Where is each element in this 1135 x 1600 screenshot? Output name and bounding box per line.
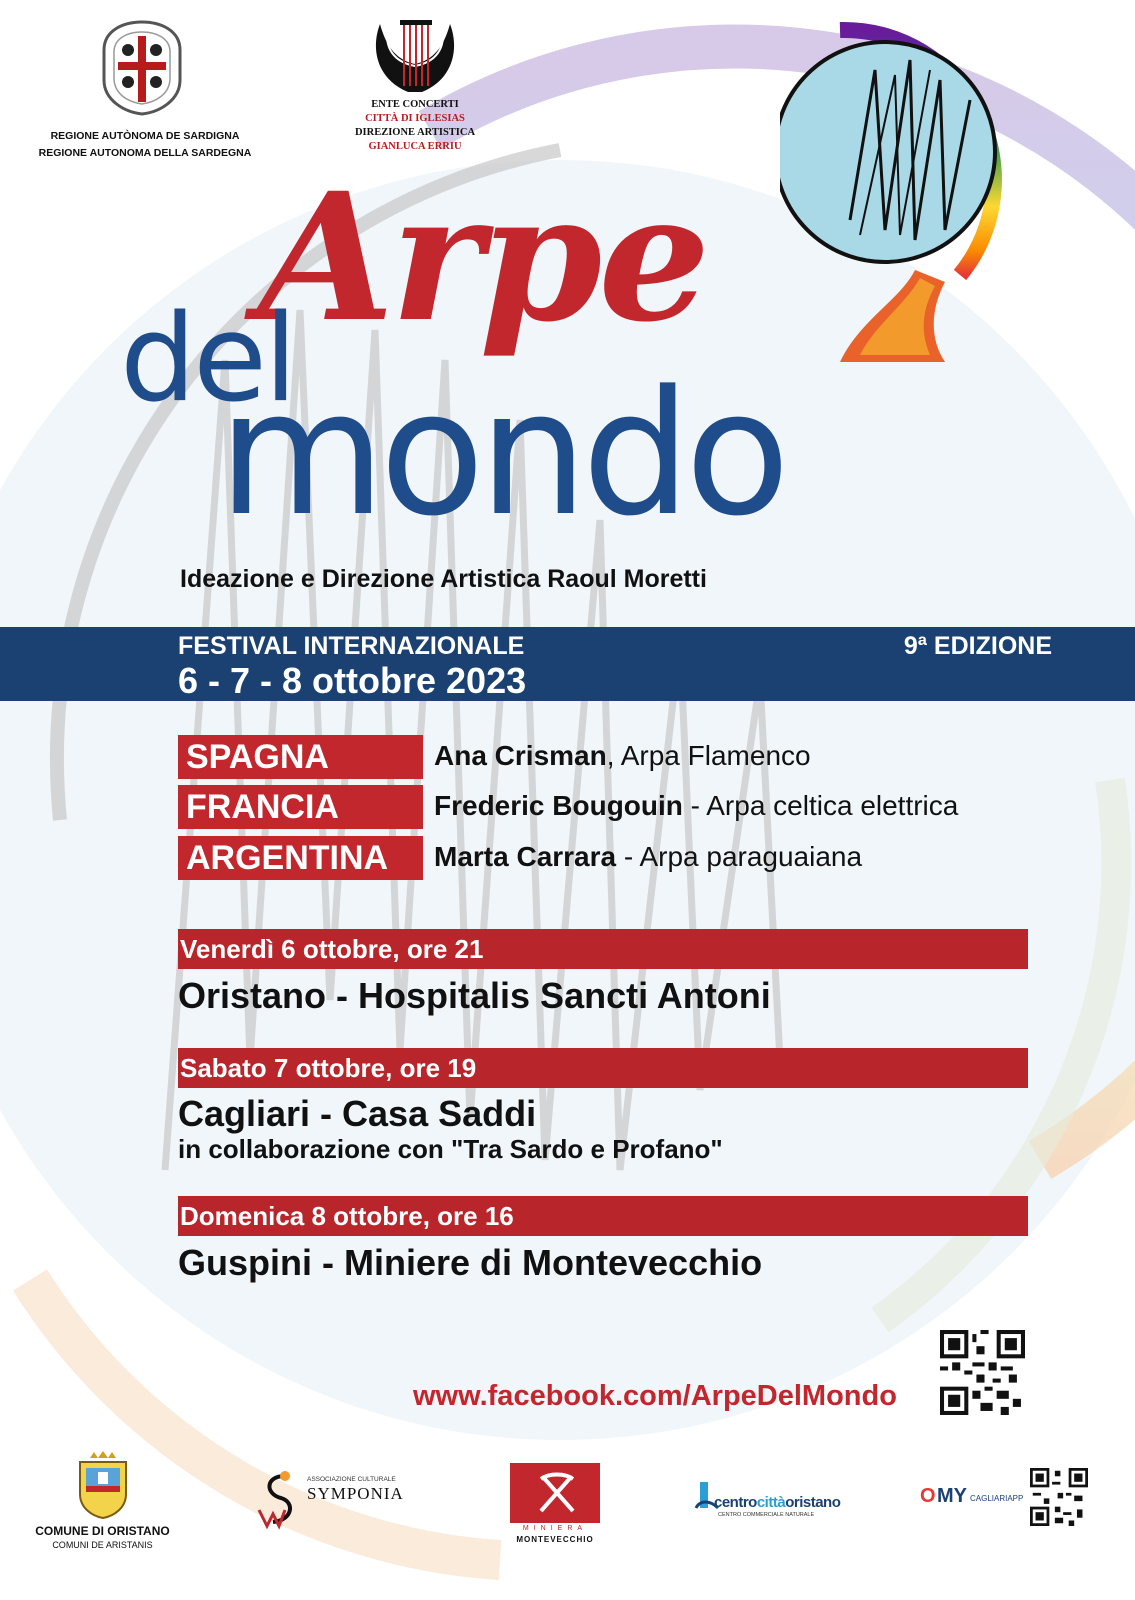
title-del: del bbox=[120, 290, 295, 429]
lyre-icon bbox=[368, 20, 462, 96]
region-line-2: REGIONE AUTONOMA DELLA SARDEGNA bbox=[38, 147, 252, 159]
ente-line-4: GIANLUCA ERRIU bbox=[368, 141, 462, 152]
centro-citta-oristano-logo bbox=[690, 1478, 865, 1528]
event-venue: Cagliari - Casa Saddi bbox=[178, 1093, 537, 1134]
oristano-sublabel: COMUNI DE ARISTANIS bbox=[52, 1540, 153, 1550]
cco-sublabel: CENTRO COMMERCIALE NATURALE bbox=[718, 1512, 815, 1518]
edition-label: 9ª EDIZIONE bbox=[903, 632, 1052, 660]
artist-row bbox=[178, 836, 1058, 880]
ente-concerti-label bbox=[330, 98, 500, 154]
artist-info bbox=[434, 740, 811, 772]
country-tag: SPAGNA bbox=[178, 735, 423, 779]
centro-citta-oristano-label bbox=[714, 1494, 840, 1511]
artist-info bbox=[434, 790, 958, 822]
symponia-icon bbox=[255, 1470, 305, 1530]
artist-row bbox=[178, 785, 1058, 829]
my-cagliari-logo bbox=[920, 1485, 1025, 1515]
ente-line-2: CITTÀ DI IGLESIAS bbox=[365, 113, 465, 124]
oristano-label: COMUNE DI ORISTANO bbox=[35, 1524, 170, 1538]
miniera-logo bbox=[510, 1463, 600, 1545]
region-sardinia-label bbox=[30, 128, 260, 162]
artist-name: Marta Carrara bbox=[434, 841, 617, 872]
miniera-label: MINIERA bbox=[522, 1525, 588, 1532]
ente-line-3: DIREZIONE ARTISTICA bbox=[354, 127, 476, 138]
symponia-label: SYMPONIA bbox=[307, 1484, 404, 1503]
artist-instrument: - Arpa paraguaiana bbox=[616, 841, 863, 872]
my-o-letter: O bbox=[920, 1485, 936, 1507]
festival-label: FESTIVAL INTERNAZIONALE bbox=[178, 632, 525, 660]
event-date-bar: Venerdì 6 ottobre, ore 21 bbox=[178, 929, 1028, 969]
artist-instrument: , Arpa Flamenco bbox=[606, 740, 811, 771]
qr-code-icon bbox=[1030, 1468, 1088, 1526]
pickaxe-icon bbox=[535, 1471, 579, 1515]
artist-name: Ana Crisman bbox=[434, 740, 607, 771]
artistic-direction-line: Ideazione e Direzione Artistica Raoul Moretti bbox=[180, 565, 707, 593]
qr-code-icon bbox=[940, 1330, 1025, 1415]
ente-line-1: ENTE CONCERTI bbox=[371, 99, 459, 110]
sardinia-crest-icon bbox=[100, 20, 184, 116]
title-mondo: mondo bbox=[218, 353, 785, 554]
cco-part-a: centro bbox=[714, 1494, 757, 1511]
event-date-bar: Sabato 7 ottobre, ore 19 bbox=[178, 1048, 1028, 1088]
region-line-1: REGIONE AUTÒNOMA DE SARDIGNA bbox=[50, 130, 240, 142]
my-label: MY bbox=[937, 1485, 967, 1507]
artist-info bbox=[434, 841, 862, 873]
artist-instrument: - Arpa celtica elettrica bbox=[682, 790, 959, 821]
country-tag: ARGENTINA bbox=[178, 836, 423, 880]
montevecchio-label: MONTEVECCHIO bbox=[516, 1535, 594, 1544]
event-venue: Guspini - Miniere di Montevecchio bbox=[178, 1242, 763, 1283]
event-venue: Oristano - Hospitalis Sancti Antoni bbox=[178, 975, 771, 1016]
oristano-crest-icon bbox=[70, 1450, 136, 1520]
cco-part-c: oristano bbox=[785, 1494, 841, 1511]
harp-globe-icon bbox=[780, 20, 1080, 380]
event-date-bar: Domenica 8 ottobre, ore 16 bbox=[178, 1196, 1028, 1236]
festival-dates: 6 - 7 - 8 ottobre 2023 bbox=[178, 660, 527, 701]
cco-part-b: città bbox=[756, 1494, 786, 1511]
cagliariapp-label: CAGLIARIAPP bbox=[970, 1494, 1024, 1503]
symponia-small-label: ASSOCIAZIONE CULTURALE bbox=[307, 1476, 396, 1483]
festival-band bbox=[0, 627, 1135, 701]
country-tag: FRANCIA bbox=[178, 785, 423, 829]
artist-row bbox=[178, 735, 1058, 779]
symponia-logo bbox=[255, 1470, 415, 1530]
title-arpe: Arpe bbox=[258, 154, 707, 361]
artist-name: Frederic Bougouin bbox=[434, 790, 683, 821]
event-note: in collaborazione con "Tra Sardo e Profano" bbox=[178, 1134, 723, 1164]
facebook-link[interactable]: www.facebook.com/ArpeDelMondo bbox=[413, 1380, 897, 1412]
